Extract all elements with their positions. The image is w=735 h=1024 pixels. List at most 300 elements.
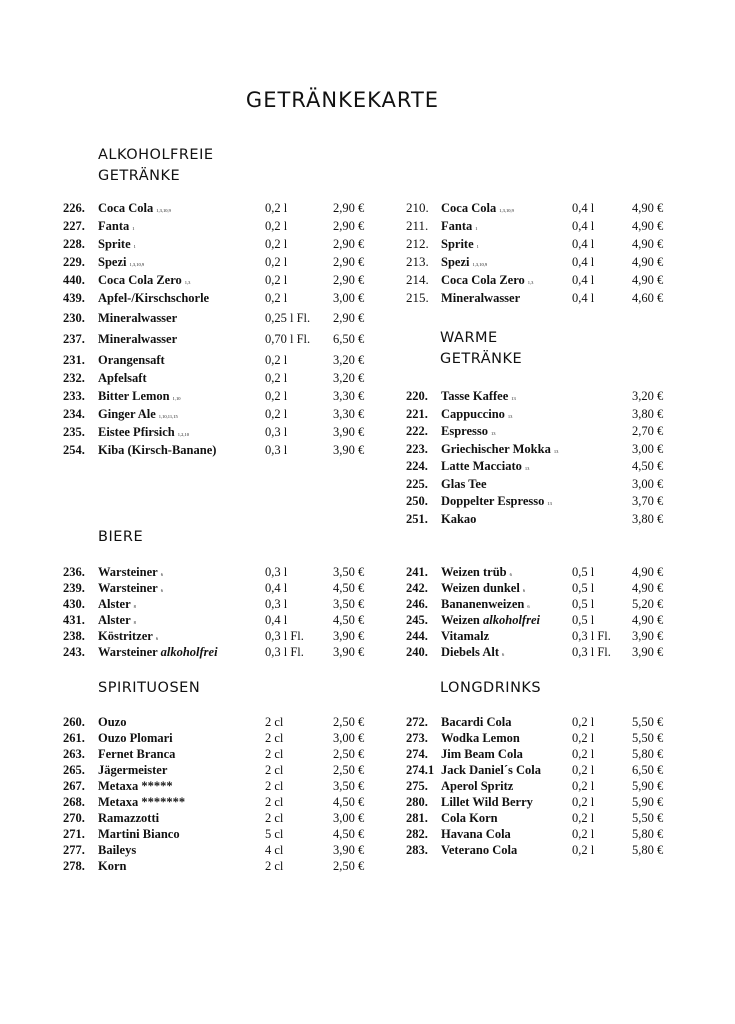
item-price: 2,90 € xyxy=(333,273,365,287)
item-price: 4,90 € xyxy=(632,273,664,287)
item-name xyxy=(441,762,541,778)
item-name-text: Fernet Branca xyxy=(98,747,176,761)
additive-note: 1,2,10 xyxy=(177,432,189,437)
additive-note: 1,10,11,15 xyxy=(158,414,178,419)
item-name-text: Metaxa ******* xyxy=(98,795,186,809)
item-name xyxy=(98,794,185,810)
item-number: 235. xyxy=(63,425,85,439)
item-number: 270. xyxy=(63,811,85,825)
menu-item-row xyxy=(406,564,686,580)
menu-item-row xyxy=(63,289,383,307)
item-price: 3,90 € xyxy=(333,843,365,857)
item-name-text: Lillet Wild Berry xyxy=(441,795,533,809)
list-biere-left xyxy=(63,564,383,660)
menu-item-row xyxy=(63,271,383,289)
item-price: 2,50 € xyxy=(333,747,365,761)
item-size: 2 cl xyxy=(265,859,284,873)
item-price: 2,50 € xyxy=(333,859,365,873)
item-price: 5,50 € xyxy=(632,731,664,745)
item-number: 260. xyxy=(63,715,85,729)
menu-item-row xyxy=(406,253,686,271)
item-number: 228. xyxy=(63,237,85,251)
item-number: 237. xyxy=(63,332,85,346)
list-alkoholfrei-small xyxy=(63,199,383,459)
item-name-text: Sprite xyxy=(441,237,474,251)
item-name-text: Jim Beam Cola xyxy=(441,747,523,761)
item-number: 224. xyxy=(406,459,428,473)
menu-item-row xyxy=(63,580,383,596)
additive-note: 13 xyxy=(524,466,530,471)
additive-note: 1,3,10,9 xyxy=(156,208,171,213)
item-price: 5,80 € xyxy=(632,747,664,761)
item-number: 274. xyxy=(406,747,428,761)
menu-item-row xyxy=(406,423,686,441)
item-number: 212. xyxy=(406,236,429,251)
item-name-text: Spezi xyxy=(98,255,127,269)
item-size: 0,2 l xyxy=(572,795,595,809)
item-name xyxy=(441,794,533,810)
item-number: 211. xyxy=(406,218,429,233)
menu-item-row xyxy=(406,511,686,529)
menu-item-row xyxy=(406,644,686,660)
item-name-text: Coca Cola xyxy=(441,201,497,215)
additive-note: 1,3 xyxy=(184,280,191,285)
item-price: 5,20 € xyxy=(632,597,664,611)
item-price: 3,80 € xyxy=(632,511,664,526)
item-name-text: Aperol Spritz xyxy=(441,779,514,793)
item-name-text: Weizen trüb xyxy=(441,565,507,579)
item-size: 0,2 l xyxy=(265,219,288,233)
item-size: 0,5 l xyxy=(572,581,595,595)
menu-item-row xyxy=(406,388,686,406)
item-name-text: Coca Cola Zero xyxy=(441,273,525,287)
item-number: 240. xyxy=(406,645,428,659)
item-number: 227. xyxy=(63,219,85,233)
menu-item-row xyxy=(406,441,686,459)
item-name-text: Ouzo Plomari xyxy=(98,731,173,745)
list-warme-getraenke xyxy=(406,388,686,528)
item-number: 271. xyxy=(63,827,85,841)
item-name xyxy=(98,351,165,369)
item-name-text: Doppelter Espresso xyxy=(441,494,545,508)
menu-item-row xyxy=(406,628,686,644)
item-name-text: Espresso xyxy=(441,424,489,438)
item-number: 225. xyxy=(406,476,428,491)
menu-item-row xyxy=(406,289,686,307)
menu-item-row xyxy=(406,217,686,235)
item-name-text: Glas Tee xyxy=(441,476,487,491)
item-name-text: Bacardi Cola xyxy=(441,715,512,729)
item-price: 2,50 € xyxy=(333,715,365,729)
item-price: 2,90 € xyxy=(333,255,365,269)
item-price: 4,90 € xyxy=(632,613,664,627)
item-number: 215. xyxy=(406,290,429,305)
item-price: 5,90 € xyxy=(632,779,664,793)
item-name xyxy=(98,778,173,794)
item-price: 3,90 € xyxy=(333,645,365,659)
menu-item-row xyxy=(406,580,686,596)
menu-item-row xyxy=(63,596,383,612)
item-name-text: Diebels Alt xyxy=(441,645,499,659)
item-size: 2 cl xyxy=(265,747,284,761)
item-name xyxy=(441,730,520,746)
item-name-text: Orangensaft xyxy=(98,353,165,367)
item-price: 4,90 € xyxy=(632,581,664,595)
item-name xyxy=(441,778,513,794)
item-name-text: Baileys xyxy=(98,843,137,857)
menu-item-row xyxy=(406,596,686,612)
item-number: 233. xyxy=(63,389,85,403)
item-price: 3,00 € xyxy=(632,441,664,456)
menu-item-row xyxy=(63,330,383,348)
item-number: 230. xyxy=(63,311,85,325)
item-price: 4,50 € xyxy=(632,459,664,473)
item-size: 0,5 l xyxy=(572,565,595,579)
menu-item-row xyxy=(63,369,383,387)
item-number: 236. xyxy=(63,565,85,579)
item-name xyxy=(98,858,126,874)
menu-item-row xyxy=(63,858,383,874)
item-size: 0,2 l xyxy=(572,779,595,793)
item-price: 3,00 € xyxy=(333,731,365,745)
item-number: 226. xyxy=(63,201,85,215)
item-price: 4,50 € xyxy=(333,581,365,595)
item-size: 0,4 l xyxy=(265,581,288,595)
item-size: 0,2 l xyxy=(265,237,288,251)
item-price: 5,50 € xyxy=(632,811,664,825)
additive-note: 6 xyxy=(501,652,505,657)
item-name-text: Bitter Lemon xyxy=(98,389,170,403)
heading-line: GETRÄNKE xyxy=(98,168,181,184)
page-title: GETRÄNKEKARTE xyxy=(245,88,440,113)
menu-item-row xyxy=(63,730,383,746)
item-name-text: Martini Bianco xyxy=(98,827,180,841)
menu-item-row xyxy=(406,810,686,826)
item-name-text: Metaxa ***** xyxy=(98,779,173,793)
item-size: 0,2 l xyxy=(572,763,595,777)
item-number: 222. xyxy=(406,424,428,438)
item-name-text: Veterano Cola xyxy=(441,843,518,857)
item-number: 220. xyxy=(406,389,428,403)
item-name-text: Kiba (Kirsch-Banane) xyxy=(98,443,217,457)
item-number: 223. xyxy=(406,441,428,456)
heading-line: GETRÄNKE xyxy=(440,351,523,367)
menu-item-row xyxy=(63,826,383,842)
item-name xyxy=(98,810,159,826)
item-name xyxy=(441,746,523,762)
item-price: 3,20 € xyxy=(632,389,664,403)
additive-note: 13 xyxy=(507,413,513,419)
additive-note: 1,10 xyxy=(172,396,181,401)
item-name-text: Bananenweizen xyxy=(441,597,525,611)
item-size: 0,2 l xyxy=(572,747,595,761)
item-size: 0,5 l xyxy=(572,597,595,611)
item-price: 5,80 € xyxy=(632,843,664,857)
item-name-text: Korn xyxy=(98,859,127,873)
item-price: 2,90 € xyxy=(333,201,365,215)
additive-note: 1,3,10,9 xyxy=(499,208,514,213)
item-number: 439. xyxy=(63,291,85,305)
item-name xyxy=(441,628,489,644)
heading-line: WARME xyxy=(440,330,498,346)
menu-item-row xyxy=(63,612,383,628)
item-price: 4,90 € xyxy=(632,201,664,215)
item-name-text: Coca Cola Zero xyxy=(98,273,182,287)
item-size: 0,2 l xyxy=(265,201,288,215)
item-size: 0,2 l xyxy=(572,715,595,729)
additive-note: 8 xyxy=(133,620,136,625)
item-name-italic: alkoholfrei xyxy=(483,613,540,627)
item-name xyxy=(98,762,167,778)
item-price: 4,50 € xyxy=(333,795,365,809)
item-number: 246. xyxy=(406,597,428,611)
item-price: 2,90 € xyxy=(333,311,365,325)
menu-item-row xyxy=(63,351,383,369)
item-name-text: Fanta xyxy=(98,219,130,233)
item-price: 3,70 € xyxy=(632,494,664,508)
item-number: 273. xyxy=(406,731,428,745)
item-size: 2 cl xyxy=(265,731,284,745)
item-price: 3,20 € xyxy=(333,353,365,367)
menu-item-row xyxy=(406,778,686,794)
item-price: 3,30 € xyxy=(333,389,365,403)
menu-item-row xyxy=(406,493,686,511)
item-size: 0,3 l xyxy=(265,597,288,611)
item-number: 232. xyxy=(63,371,85,385)
item-price: 3,50 € xyxy=(333,565,365,579)
item-number: 278. xyxy=(63,859,85,873)
item-name-text: Griechischer Mokka xyxy=(441,441,551,456)
item-name xyxy=(98,644,218,660)
item-number: 275. xyxy=(406,779,428,793)
item-number: 430. xyxy=(63,597,85,611)
heading-spirituosen: SPIRITUOSEN xyxy=(98,680,201,696)
additive-note: 6 xyxy=(509,572,512,577)
item-number: 239. xyxy=(63,581,85,595)
additive-note: 1 xyxy=(133,244,136,249)
item-number: 277. xyxy=(63,843,85,857)
menu-item-row xyxy=(406,612,686,628)
item-price: 3,20 € xyxy=(333,371,365,385)
item-name-text: Kakao xyxy=(441,511,477,526)
item-size: 0,2 l xyxy=(572,827,595,841)
item-number: 274.1 xyxy=(406,763,435,777)
item-size: 0,4 l xyxy=(265,613,288,627)
additive-note: 1 xyxy=(475,226,478,231)
item-name-text: Warsteiner xyxy=(98,581,158,595)
item-price: 2,90 € xyxy=(333,219,365,233)
additive-note: 1,3 xyxy=(527,280,534,285)
item-price: 3,90 € xyxy=(333,629,365,643)
item-size: 2 cl xyxy=(265,795,284,809)
menu-item-row xyxy=(406,476,686,494)
item-size: 0,2 l xyxy=(572,731,595,745)
item-price: 3,50 € xyxy=(333,597,365,611)
additive-note: 1 xyxy=(476,244,479,249)
item-name-text: Warsteiner xyxy=(98,565,158,579)
menu-item-row xyxy=(63,217,383,235)
item-price: 3,90 € xyxy=(333,425,365,439)
item-size: 0,4 l xyxy=(572,255,595,269)
menu-item-row xyxy=(406,746,686,762)
item-size: 0,70 l Fl. xyxy=(265,332,311,346)
item-size: 0,2 l xyxy=(572,811,595,825)
item-name-text: Eistee Pfirsich xyxy=(98,425,175,439)
menu-item-row xyxy=(63,309,383,327)
item-name-text: Köstritzer xyxy=(98,629,153,643)
item-price: 4,90 € xyxy=(632,565,664,579)
item-size: 0,4 l xyxy=(572,201,595,215)
item-number: 245. xyxy=(406,613,428,627)
menu-item-row xyxy=(63,405,383,423)
item-price: 4,90 € xyxy=(632,255,664,269)
menu-item-row xyxy=(63,762,383,778)
item-name xyxy=(98,330,177,348)
menu-item-row xyxy=(406,406,686,424)
menu-item-row xyxy=(406,730,686,746)
item-price: 2,50 € xyxy=(333,763,365,777)
heading-alkoholfrei xyxy=(98,145,214,187)
item-name-text: Vitamalz xyxy=(441,629,490,643)
item-size: 0,2 l xyxy=(265,353,288,367)
item-name-text: Mineralwasser xyxy=(98,311,178,325)
item-size: 0,2 l xyxy=(265,407,288,421)
menu-item-row xyxy=(406,458,686,476)
heading-longdrinks: LONGDRINKS xyxy=(440,680,542,696)
item-size: 0,2 l xyxy=(265,273,288,287)
item-price: 6,50 € xyxy=(632,763,664,777)
additive-note: 6 xyxy=(160,572,163,577)
menu-item-row xyxy=(406,762,686,778)
menu-item-row xyxy=(406,794,686,810)
item-name-text: Alster xyxy=(98,597,131,611)
item-name xyxy=(441,826,511,842)
item-name xyxy=(441,511,476,529)
item-size: 0,3 l Fl. xyxy=(572,629,611,643)
item-price: 5,50 € xyxy=(632,715,664,729)
item-name-text: Latte Macciato xyxy=(441,459,522,473)
item-size: 0,2 l xyxy=(265,291,288,305)
item-price: 3,00 € xyxy=(632,476,664,491)
item-price: 3,90 € xyxy=(333,443,365,457)
item-size: 0,3 l Fl. xyxy=(572,645,611,659)
item-size: 2 cl xyxy=(265,779,284,793)
menu-item-row xyxy=(63,794,383,810)
item-size: 0,5 l xyxy=(572,613,595,627)
menu-item-row xyxy=(63,628,383,644)
item-name-text: Ouzo xyxy=(98,715,127,729)
item-name xyxy=(441,644,504,663)
item-size: 0,4 l xyxy=(572,219,595,233)
menu-item-row xyxy=(406,235,686,253)
item-number: 281. xyxy=(406,811,428,825)
menu-item-row xyxy=(63,253,383,271)
item-name-italic: alkoholfrei xyxy=(160,645,218,659)
menu-item-row xyxy=(406,714,686,730)
menu-item-row xyxy=(63,714,383,730)
heading-line: ALKOHOLFREIE xyxy=(98,147,214,163)
item-price: 6,50 € xyxy=(333,332,365,346)
additive-note: 6 xyxy=(155,636,159,641)
item-number: 221. xyxy=(406,406,428,421)
additive-note: 6 xyxy=(160,588,163,593)
list-biere-right xyxy=(406,564,686,660)
item-price: 5,90 € xyxy=(632,795,664,809)
menu-item-row xyxy=(406,826,686,842)
item-price: 4,60 € xyxy=(632,291,664,305)
additive-note: 6 xyxy=(527,604,530,609)
item-name-text: Jack Daniel´s Cola xyxy=(441,763,541,777)
item-number: 241. xyxy=(406,565,428,579)
item-name-text: Ramazzotti xyxy=(98,811,160,825)
item-name-text: Mineralwasser xyxy=(441,291,521,305)
item-size: 0,4 l xyxy=(572,237,595,251)
item-price: 3,00 € xyxy=(333,811,365,825)
menu-item-row xyxy=(63,235,383,253)
item-price: 3,80 € xyxy=(632,406,664,421)
item-name xyxy=(441,612,540,628)
item-size: 4 cl xyxy=(265,843,284,857)
item-name-text: Havana Cola xyxy=(441,827,511,841)
item-name xyxy=(441,714,511,730)
menu-item-row xyxy=(63,199,383,217)
item-size: 0,25 l Fl. xyxy=(265,311,311,325)
item-name-text: Cappuccino xyxy=(441,406,505,421)
additive-note: 1 xyxy=(132,226,135,231)
additive-note: 13 xyxy=(491,431,496,436)
item-number: 254. xyxy=(63,443,85,457)
item-number: 431. xyxy=(63,613,85,627)
item-price: 3,00 € xyxy=(333,291,365,305)
item-number: 213. xyxy=(406,254,429,269)
item-size: 0,4 l xyxy=(572,273,595,287)
item-name-text: Warsteiner xyxy=(98,645,158,659)
additive-note: 1,3,10,9 xyxy=(472,262,488,267)
additive-note: 8 xyxy=(133,604,136,609)
item-number: 250. xyxy=(406,494,428,508)
menu-item-row xyxy=(63,644,383,660)
item-size: 0,4 l xyxy=(572,291,595,305)
item-size: 2 cl xyxy=(265,763,284,777)
item-name xyxy=(98,369,147,387)
item-number: 267. xyxy=(63,779,85,793)
additive-note: 13 xyxy=(553,448,559,454)
item-name-text: Weizen xyxy=(441,613,480,627)
additive-note: 13 xyxy=(547,501,552,506)
item-size: 2 cl xyxy=(265,811,284,825)
item-size: 0,2 l xyxy=(572,843,595,857)
item-name xyxy=(98,826,180,842)
item-name xyxy=(98,730,173,746)
item-name-text: Sprite xyxy=(98,237,131,251)
menu-item-row xyxy=(406,199,686,217)
list-alkoholfrei-large xyxy=(406,199,686,307)
item-size: 0,2 l xyxy=(265,255,288,269)
item-size: 0,3 l Fl. xyxy=(265,645,304,659)
additive-note: 6 xyxy=(522,588,526,593)
item-number: 234. xyxy=(63,407,85,421)
item-number: 244. xyxy=(406,629,428,643)
item-price: 2,90 € xyxy=(333,237,365,251)
item-name-text: Cola Korn xyxy=(441,811,498,825)
item-size: 5 cl xyxy=(265,827,284,841)
item-name-text: Fanta xyxy=(441,219,473,233)
item-number: 261. xyxy=(63,731,85,745)
item-number: 243. xyxy=(63,645,85,659)
item-price: 3,90 € xyxy=(632,645,664,659)
item-name-text: Wodka Lemon xyxy=(441,731,520,745)
item-number: 268. xyxy=(63,795,85,809)
